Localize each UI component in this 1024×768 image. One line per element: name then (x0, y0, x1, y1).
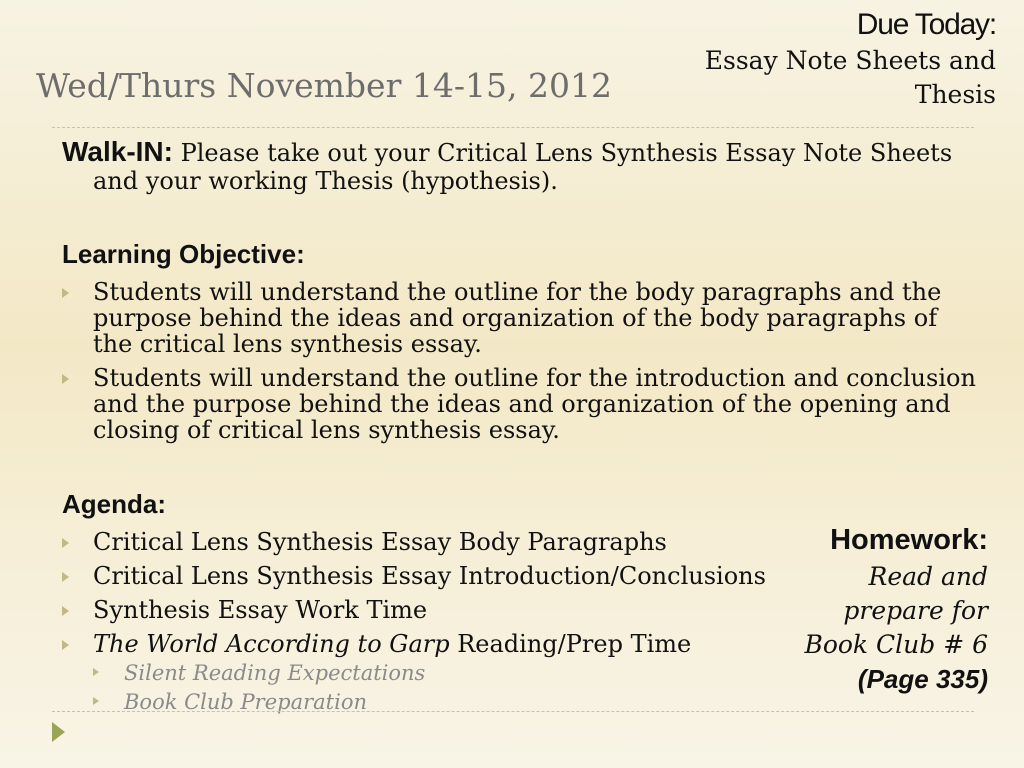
agenda-item: Synthesis Essay Work Time (62, 597, 982, 623)
learning-objective-heading: Learning Objective: (62, 239, 305, 269)
due-today-line-2: Thesis (914, 80, 996, 109)
walk-in-text: Please take out your Critical Lens Synthesis Essay Note Sheets and your working Thesis (hypothesis). (93, 139, 953, 195)
objective-item: Students will understand the outline for the introduction and conclusion and the purpose behind the ideas and organization of the opening and closing of critical lens synthesis essay. (62, 365, 982, 443)
agenda-item: Critical Lens Synthesis Essay Body Paragraphs (62, 529, 982, 555)
book-title: The World According to Garp (93, 630, 450, 658)
objective-item: Students will understand the outline for the body paragraphs and the purpose behind the ideas and organization of the body paragraphs of the critical lens synthesis essay. (62, 279, 982, 357)
homework-line-2: prepare for (843, 596, 988, 625)
objective-list (62, 279, 982, 443)
top-divider (52, 127, 974, 128)
agenda-sub-item: Silent Reading Expectations (62, 660, 982, 686)
homework-label: Homework: (830, 524, 988, 556)
agenda-sub-item: Book Club Preparation (62, 689, 982, 715)
due-today-line-1: Essay Note Sheets and (704, 46, 996, 75)
slide-title: Wed/Thurs November 14-15, 2012 (36, 66, 612, 105)
triangle-arrow-icon (52, 722, 65, 742)
reading-prep-text: Reading/Prep Time (449, 630, 692, 658)
due-today-label: Due Today: (856, 8, 996, 41)
walk-in-label: Walk-IN: (62, 136, 173, 167)
bottom-divider (52, 711, 974, 712)
agenda-item: Critical Lens Synthesis Essay Introduction/Conclusions (62, 563, 982, 589)
homework-box (758, 520, 988, 696)
homework-line-1: Read and (868, 562, 988, 591)
walk-in-paragraph (62, 138, 982, 195)
homework-line-3: Book Club # 6 (804, 630, 988, 659)
homework-page: (Page 335) (857, 664, 988, 694)
agenda-heading: Agenda: (62, 489, 166, 519)
due-today-box (636, 6, 996, 112)
